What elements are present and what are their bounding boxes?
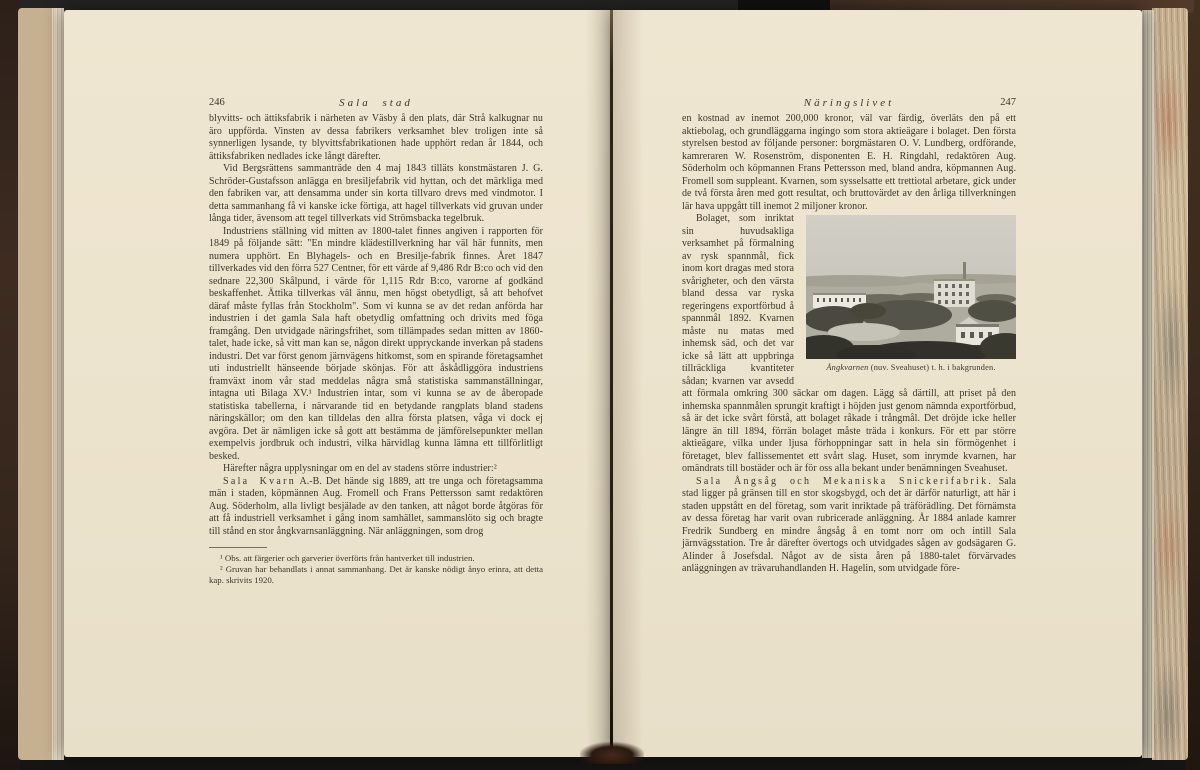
marbled-fore-edge-right [1152, 8, 1188, 760]
gutter-bottom-shadow [580, 742, 644, 764]
left-page [64, 10, 611, 757]
right-page-header [682, 97, 1016, 113]
left-page-number: 246 [209, 97, 225, 108]
paragraph: Bolaget, som inriktat sin huvudsakliga verksamhet på förmalning av rysk spannmål, fick inom kort dragas med stora svårigheter, och den värsta bland dessa var ryska regeringens exportförbud å spannmål 1892. Kvarnen måste nu matas med inhemsk säd, och det var icke så lätt att uppbringa tillräckliga kvantiteter sådan; kvarnen var avsedd att förmala omkring 300 säckar om dagen. Lägg så därtill, att priset på den inhemska spannmålen sprungit kraftigt i höjden just genom nämnda exportförbud, så är det icke svårt förstå, att bolaget råkade i trångmål. Det dröjde icke heller längre än till 1894, förrän bolaget måste träda i konkurs. För ett par större aktieägare, vilka under ljusa förhoppningar satt in hela sin förmögenhet i företaget, blev fallissementet ett svårt slag. Huset, som inrymde kvarnen, har omändrats till bostäder och är för oss alla bekant under benämningen Sveahuset. [682, 213, 1016, 474]
company-name: Sala Kvarn [223, 475, 297, 487]
footnote-2: ² Gruvan har behandlats i annat sammanhang. Det är kanske nödigt ånyo erinra, att detta kap. skrivits 1920. [209, 564, 543, 586]
paragraph: Härefter några upplysningar om en del av stadens större industrier:² [223, 463, 497, 474]
photo-caption [806, 363, 1016, 372]
photo-caption-title: Ångkvarnen [826, 363, 869, 372]
book-cover-right-edge [1186, 0, 1200, 770]
right-page-body [682, 113, 1016, 576]
photo-figure [806, 215, 1016, 372]
right-running-title: Näringslivet [803, 97, 895, 109]
paragraph: Industriens ställning vid mitten av 1800-talet finnes angiven i rapporten för 1849 på följande sätt: "En mindre klädestillverkning har väl här funnits, men numera upphört. En Blyhagels- och en Bresilje-fabrik finnes. Året 1847 tillverkades vid den förra 527 Centner, för ett värde af 9,486 Rdr B:co och vid den sednare 22,300 Skålpund, i värde för 1,115 Rdr B:co, varorne af godkänd beskaffenhet. Ättika tillverkas väl ännu, men högst obetydligt, så att behofvet däraf måste fyllas från Stockholm". Som vi kunna se av det redan anförda har industrien i det gamla Sala haft obetydlig omfattning och drivits med föga framgång. Den utvidgade näringsfrihet, som tillämpades sedan mitten av 1860-talet, hade icke, så vitt man kan se, någon direkt uppryckande inverkan på stadens industri. Det var först genom järnvägens hitkomst, som en spirande företagsamhet uti industriellt hänseende började skönjas. För att åskådliggöra industriens framväxt inom vår stad meddelas några små statistiska sammanställningar, intagna uti Bilaga XV.¹ Industrien intar, som vi kunna se av de åberopade statistiska tabellerna, i närvarande tid en betydande rangplats bland stadens näringskällor; om den kan tilldelas den allra första platsen, våga vi dock ej avgöra. Det är nämligen icke så gott att bestämma de jämförelsepunkter mellan exempelvis jordbruk och industri, vilka härvidlag kunna lämna ett tillförlitligt besked. [209, 225, 543, 462]
right-page [613, 10, 1142, 757]
company-suffix: A.-B. [296, 475, 322, 487]
footnote-rule [209, 547, 267, 548]
photo-caption-text: (nuv. Sveahuset) t. h. i bakgrunden. [868, 363, 996, 372]
right-page-number: 247 [1000, 97, 1016, 108]
book-gutter [610, 10, 613, 757]
paragraph: Vid Bergsrättens sammanträde den 4 maj 1843 tilläts konstmästaren J. G. Schröder-Gustafsson anlägga en bresiljefabrik vid hyttan, och det märkliga med den fabriken var, att densamma under sin korta tillvaro drevs med vindmotor. I detta sammanhang få vi kanske icke förtiga, att hagel tillverkats vid gruvan under långa tider, ävensom att tegel tillverkats vid Strömsbacka tegelbruk. [209, 163, 543, 224]
left-page-body [209, 113, 543, 587]
company-name: Sala Ångsåg och Mekaniska Snickerifabrik. [696, 475, 994, 487]
left-running-title: Sala stad [339, 97, 413, 109]
landscape-photo [806, 215, 1016, 359]
left-page-header [209, 97, 543, 113]
book-cover-left-edge [0, 0, 20, 770]
paragraph: en kostnad av inemot 200,000 kronor, väl var färdig, överläts den på ett aktiebolag, och grundläggarna ingingo som stora aktieägare i bolaget. Den första styrelsen bestod av följande personer: borgmästaren O. V. Lundberg, ordförande, kamreraren W. Rosenström, disponenten E. H. Ringdahl, redaktören Aug. Söderholm och köpmannen Frans Pettersson med, bland andra, köpmannen Aug. Fromell som suppleant. Kvarnen, som sysselsatte ett trettiotal arbetare, gick under de två första åren med gott resultat, och bruttovärdet av den årliga tillverkningen lär hava uppgått till inemot 2 miljoner kronor. [682, 113, 1016, 212]
paragraph-sala-kvarn [209, 476, 543, 539]
paragraph: blyvitts- och ättiksfabrik i närheten av Väsby å den plats, där Strå kalkugnar nu äro uppförda. Vinsten av dessa fabrikers verksamhet blev troligen inte så synnerligen lysande, ty blyvittsfabrikationen hade upphört redan år 1844, och ättiksfabriken nedlades icke långt därefter. [209, 113, 543, 162]
footnote-1: ¹ Obs. att färgerier och garverier överförts från hantverket till industrien. [220, 553, 475, 563]
page-edge-stack-left [52, 8, 64, 760]
paragraph-text: Sala stad ligger på gränsen till en stor skogsbygd, och det är därför naturligt, att här i staden uppstått en del företag, som varit inriktade på träförädling. Det förnämsta av dessa företag har varit ovan rubricerade anläggning. År 1884 anlade kamrer Fredrik Sundberg en mindre ångsåg å en tomt norr om och intill Sala järnvägsstation. Tre år därefter övertogs och utvidgades sågen av godsägaren G. Alinder å Josefsdal. Något av de sista åren på 1880-talet förvärvades anläggningen av trävaruhandlanden H. Hagelin, som utvidgade före- [682, 475, 1017, 574]
paragraph-sala-angsag [682, 476, 1016, 576]
paragraph-text: Det hände sig 1889, att tre unga och företagsamma män i staden, köpmännen Aug. Fromell och Frans Pettersson samt redaktören Aug. Söderholm, alla livligt besjälade av den tanken, att något borde åtgöras för att få industriell verksamhet i gång inom samhället, sammanslöto sig och bragte till stånd en stor ångkvarnsanläggning. När anläggningen, som drog [209, 475, 543, 537]
page-edge-stack-right [1142, 10, 1154, 758]
